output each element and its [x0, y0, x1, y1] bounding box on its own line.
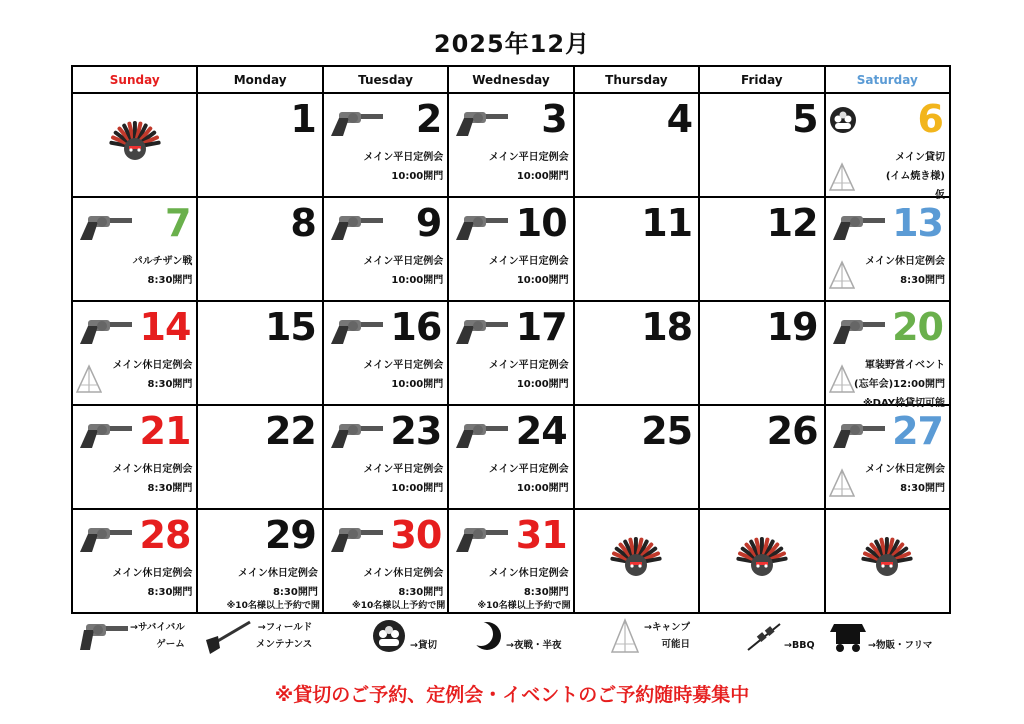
empty-day-cell[interactable] — [699, 509, 824, 613]
event-line: メイン休日定例会 — [488, 568, 569, 579]
event-info — [865, 252, 945, 290]
revolver-icon — [327, 316, 383, 346]
reservation-note: ※10名様以上予約で開 — [477, 601, 571, 611]
day-number: 31 — [515, 513, 567, 557]
event-line: 8:30開門 — [272, 587, 318, 598]
revolver-icon — [452, 108, 508, 138]
legend-maintenance-text: →フィールド メンテナンス — [256, 622, 313, 650]
weekday-header-sunday: Sunday — [72, 66, 197, 93]
day-cell-19[interactable] — [699, 301, 824, 405]
day-number: 29 — [264, 513, 316, 557]
day-number: 24 — [515, 409, 567, 453]
event-info — [238, 564, 318, 602]
day-number: 6 — [917, 97, 943, 141]
day-cell-1[interactable] — [197, 93, 322, 197]
event-info — [113, 356, 193, 394]
event-info — [113, 564, 193, 602]
event-line: メイン平日定例会 — [363, 152, 444, 163]
event-line: 8:30開門 — [523, 587, 569, 598]
revolver-icon — [452, 524, 508, 554]
day-cell-23[interactable] — [323, 405, 448, 509]
chief-headdress-icon — [107, 117, 163, 173]
day-cell-25[interactable] — [574, 405, 699, 509]
legend-survival-text: →サバイバル ゲーム — [130, 622, 185, 650]
day-number: 9 — [415, 201, 442, 245]
legend-bbq-text: →BBQ — [784, 640, 815, 651]
week-row — [72, 197, 950, 301]
empty-day-cell[interactable] — [825, 509, 950, 613]
event-line: 10:00開門 — [391, 483, 444, 494]
event-line: 10:00開門 — [516, 171, 569, 182]
reservation-banner: ※貸切のご予約、定例会・イベントのご予約随時募集中 — [274, 684, 750, 706]
weekday-header-friday: Friday — [699, 66, 824, 93]
day-cell-14[interactable] — [72, 301, 197, 405]
calendar-grid — [71, 65, 951, 614]
day-number: 22 — [264, 409, 316, 453]
day-number: 15 — [264, 305, 316, 349]
event-info — [363, 564, 443, 602]
day-cell-18[interactable] — [574, 301, 699, 405]
day-cell-6[interactable] — [825, 93, 950, 201]
day-cell-15[interactable] — [197, 301, 322, 405]
revolver-icon — [452, 420, 508, 450]
weekday-header-saturday: Saturday — [825, 66, 950, 93]
event-line: 8:30開門 — [900, 275, 945, 286]
event-line: 8:30開門 — [398, 587, 444, 598]
event-info — [133, 252, 193, 290]
day-number: 8 — [290, 201, 316, 245]
day-cell-4[interactable] — [574, 93, 699, 197]
event-line: メイン平日定例会 — [488, 256, 569, 267]
chief-headdress-icon — [859, 533, 915, 589]
week-row — [72, 93, 950, 197]
day-cell-22[interactable] — [197, 405, 322, 509]
day-cell-28[interactable] — [72, 509, 197, 613]
event-line: メイン平日定例会 — [363, 360, 444, 371]
market-stall-icon — [828, 616, 868, 658]
tent-icon — [610, 616, 640, 658]
day-number: 12 — [766, 201, 818, 245]
day-cell-16[interactable] — [323, 301, 448, 405]
event-line: メイン平日定例会 — [363, 256, 444, 267]
event-line: 10:00開門 — [516, 379, 569, 390]
day-cell-26[interactable] — [699, 405, 824, 509]
event-line: メイン平日定例会 — [363, 464, 444, 475]
event-line: メイン休日定例会 — [112, 568, 193, 579]
revolver-icon — [76, 212, 132, 242]
event-info — [489, 252, 569, 290]
day-cell-5[interactable] — [699, 93, 824, 197]
event-line: メイン休日定例会 — [363, 568, 444, 579]
event-info — [113, 460, 193, 498]
event-line: メイン平日定例会 — [488, 464, 569, 475]
event-line: メイン休日定例会 — [865, 256, 945, 267]
event-info — [363, 460, 443, 498]
legend-camp-text: →キャンプ 可能日 — [644, 622, 690, 650]
day-cell-13[interactable] — [825, 197, 950, 301]
event-line: メイン貸切 — [895, 152, 945, 163]
day-number: 28 — [139, 513, 191, 557]
event-line: 10:00開門 — [516, 275, 569, 286]
event-line: メイン休日定例会 — [112, 360, 193, 371]
day-cell-7[interactable] — [72, 197, 197, 301]
weekday-header-monday: Monday — [197, 66, 322, 93]
event-info — [489, 356, 569, 394]
group-icon — [829, 106, 857, 134]
day-cell-10[interactable] — [448, 197, 573, 301]
week-row — [72, 405, 950, 509]
weekday-header-thursday: Thursday — [574, 66, 699, 93]
legend-night-text: →夜戦・半夜 — [506, 640, 562, 651]
event-info — [865, 460, 945, 498]
event-line: 10:00開門 — [391, 171, 444, 182]
event-line: 軍装野営イベント — [865, 360, 945, 371]
chief-headdress-icon — [734, 533, 790, 589]
day-number: 26 — [766, 409, 818, 453]
day-cell-9[interactable] — [323, 197, 448, 301]
revolver-icon — [327, 524, 383, 554]
day-cell-20[interactable] — [825, 301, 950, 409]
day-number: 30 — [390, 513, 442, 557]
day-number: 16 — [390, 305, 442, 349]
week-row — [72, 301, 950, 405]
day-number: 14 — [139, 305, 191, 349]
event-info — [363, 148, 443, 186]
day-cell-31[interactable] — [448, 509, 573, 613]
event-line: パルチザン戦 — [132, 256, 193, 267]
tent-icon — [829, 364, 855, 394]
event-info — [363, 356, 443, 394]
day-number: 19 — [766, 305, 818, 349]
event-line: (イム焼き様) — [885, 171, 945, 182]
day-number: 25 — [641, 409, 693, 453]
event-line: メイン平日定例会 — [488, 360, 569, 371]
revolver-icon — [76, 316, 132, 346]
day-cell-3[interactable] — [448, 93, 573, 197]
day-number: 4 — [666, 97, 693, 141]
day-cell-29[interactable] — [197, 509, 322, 613]
weekday-header-wednesday: Wednesday — [448, 66, 573, 93]
revolver-icon — [76, 420, 132, 450]
day-cell-17[interactable] — [448, 301, 573, 405]
crescent-moon-icon — [470, 616, 504, 658]
day-cell-12[interactable] — [699, 197, 824, 301]
empty-day-cell[interactable] — [574, 509, 699, 613]
day-number: 3 — [541, 97, 567, 141]
calendar-title: 2025年12月 — [433, 30, 591, 58]
event-info — [489, 148, 569, 186]
event-line: 10:00開門 — [391, 275, 444, 286]
event-info — [489, 564, 569, 602]
reservation-note: ※10名様以上予約で開 — [351, 601, 446, 611]
day-number: 17 — [515, 305, 567, 349]
day-number: 13 — [892, 201, 943, 245]
event-line: 仮 — [935, 190, 945, 201]
event-line: ※DAY枠貸切可能 — [862, 398, 945, 409]
revolver-icon — [76, 524, 132, 554]
day-cell-11[interactable] — [574, 197, 699, 301]
event-line: メイン休日定例会 — [112, 464, 193, 475]
group-icon — [372, 616, 406, 658]
day-number: 1 — [290, 97, 316, 141]
weekday-header-row — [72, 66, 950, 93]
revolver-icon — [829, 212, 885, 242]
event-line: 8:30開門 — [147, 483, 193, 494]
day-cell-2[interactable] — [323, 93, 448, 197]
tent-icon — [829, 468, 855, 498]
legend-rental-text: →貸切 — [410, 640, 437, 651]
event-line: 10:00開門 — [516, 483, 569, 494]
tent-icon — [76, 364, 102, 394]
day-number: 11 — [641, 201, 693, 245]
revolver-icon — [452, 212, 508, 242]
chief-headdress-icon — [608, 533, 664, 589]
event-info — [489, 460, 569, 498]
revolver-icon — [327, 212, 383, 242]
day-cell-30[interactable] — [323, 509, 448, 613]
revolver-icon — [829, 316, 885, 346]
day-cell-27[interactable] — [825, 405, 950, 509]
week-row — [72, 509, 950, 613]
revolver-icon — [452, 316, 508, 346]
weekday-header-tuesday: Tuesday — [323, 66, 448, 93]
event-line: メイン休日定例会 — [238, 568, 318, 579]
day-number: 18 — [641, 305, 693, 349]
day-cell-21[interactable] — [72, 405, 197, 509]
shovel-icon — [200, 616, 256, 658]
event-line: 8:30開門 — [900, 483, 945, 494]
event-info — [363, 252, 443, 290]
day-number: 20 — [892, 305, 943, 349]
day-number: 2 — [415, 97, 442, 141]
tent-icon — [829, 162, 855, 192]
day-cell-8[interactable] — [197, 197, 322, 301]
day-cell-24[interactable] — [448, 405, 573, 509]
day-number: 23 — [390, 409, 442, 453]
revolver-icon — [829, 420, 885, 450]
day-number: 7 — [164, 201, 191, 245]
day-number: 5 — [792, 97, 818, 141]
event-line: (忘年会)12:00開門 — [854, 379, 945, 390]
empty-day-cell[interactable] — [72, 93, 197, 197]
event-line: メイン平日定例会 — [488, 152, 569, 163]
event-line: 8:30開門 — [147, 587, 193, 598]
event-line: 8:30開門 — [147, 379, 193, 390]
day-number: 10 — [515, 201, 567, 245]
tent-icon — [829, 260, 855, 290]
legend-market-text: →物販・フリマ — [868, 640, 933, 651]
event-line: 8:30開門 — [147, 275, 193, 286]
calendar-body — [72, 93, 950, 613]
bbq-skewer-icon — [744, 616, 784, 658]
revolver-icon — [74, 616, 130, 658]
event-line: メイン休日定例会 — [865, 464, 945, 475]
event-line: 10:00開門 — [391, 379, 444, 390]
revolver-icon — [327, 420, 383, 450]
day-number: 21 — [139, 409, 191, 453]
revolver-icon — [327, 108, 383, 138]
reservation-note: ※10名様以上予約で開 — [226, 601, 320, 611]
day-number: 27 — [892, 409, 943, 453]
